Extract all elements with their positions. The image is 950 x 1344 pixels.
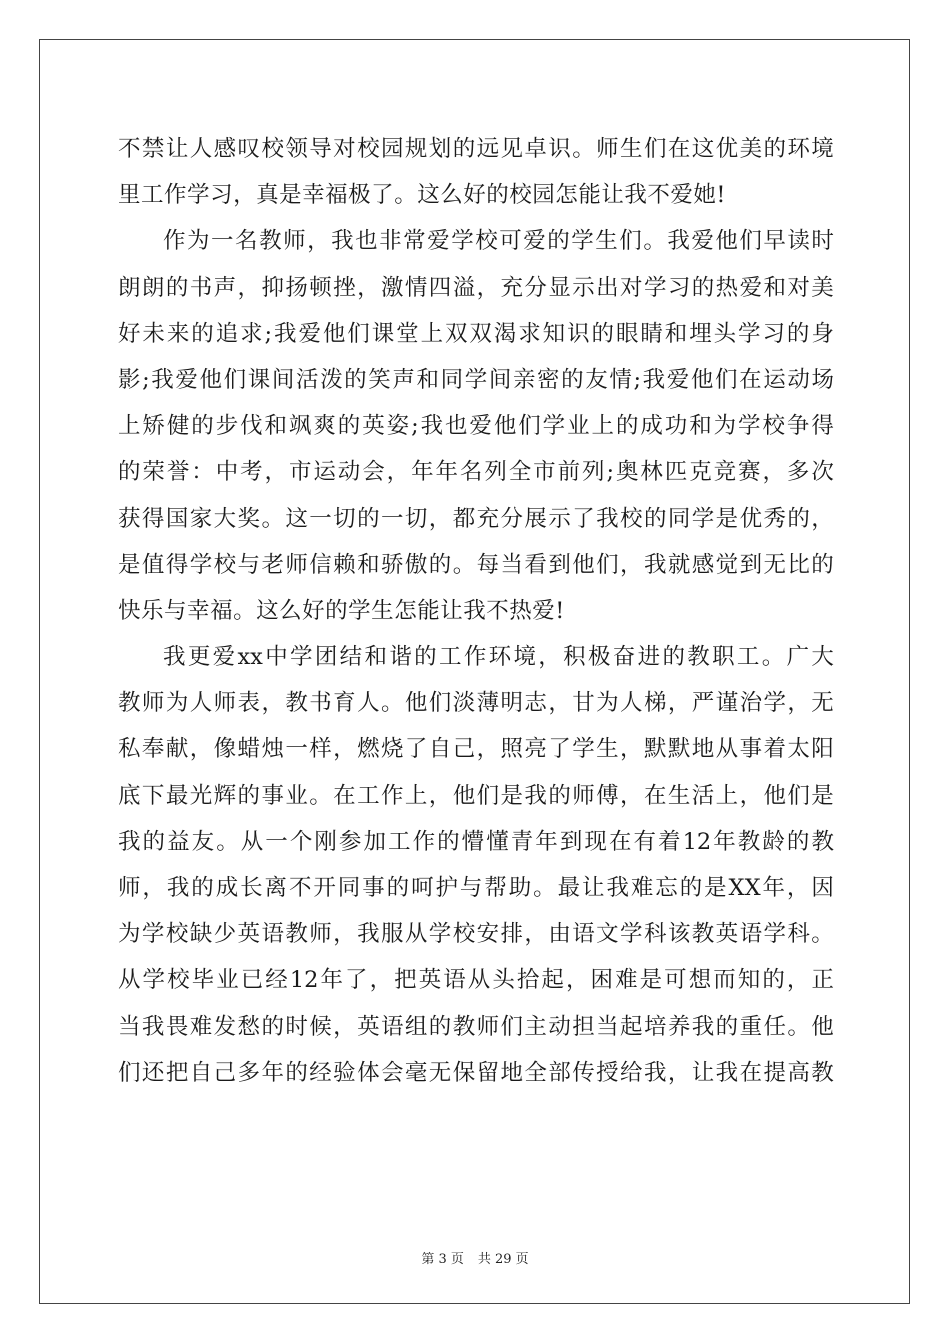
text-line: 师 ， 我 的 成 长 离 不 开 同 事 的 呵 护 与 帮 助 。 最 让 我 难 忘 的 是 XX 年 ， 因 [118,875,834,901]
text-line: 底 下 最 光 辉 的 事 业 。 在 工 作 上 ， 他 们 是 我 的 师 傅 ， 在 生 活 上 ， 他 们 是 [118,782,834,809]
text-line: 上 矫 健 的 步 伐 和 飒 爽 的 英 姿 ; 我 也 爱 他 们 学 业 上 的 成 功 和 为 学 校 争 得 [118,413,834,440]
text-line: 朗 朗 的 书 声 ， 抑 扬 顿 挫 ， 激 情 四 溢 ， 充 分 显 示 出 对 学 习 的 热 爱 和 对 美 [118,274,834,301]
text-line: 影 ; 我 爱 他 们 课 间 活 泼 的 笑 声 和 同 学 间 亲 密 的 友 情 ; 我 爱 他 们 在 运 动 场 [118,366,834,393]
text-line: 不 禁 让 人 感 叹 校 领 导 对 校 园 规 划 的 远 见 卓 识 。 师 生 们 在 这 优 美 的 环 境 [118,136,834,162]
text-line: 的 荣 誉 ： 中 考 ， 市 运 动 会 ， 年 年 名 列 全 市 前 列 ; 奥 林 匹 克 竞 赛 ， 多 次 [118,459,834,486]
text-line: 作 为 一 名 教 师 ， 我 也 非 常 爱 学 校 可 爱 的 学 生 们 。 我 爱 他 们 早 读 时 [163,228,834,255]
text-line: 们 还 把 自 己 多 年 的 经 验 体 会 毫 无 保 留 地 全 部 传 授 给 我 ， 让 我 在 提 高 教 [118,1059,834,1086]
text-line: 教 师 为 人 师 表 ， 教 书 育 人 。 他 们 淡 薄 明 志 ， 甘 为 人 梯 ， 严 谨 治 学 ， 无 [118,690,834,717]
text-line: 当 我 畏 难 发 愁 的 时 候 ， 英 语 组 的 教 师 们 主 动 担 当 起 培 养 我 的 重 任 。 他 [118,1013,834,1040]
page-number: 第 3 页 [421,1252,464,1267]
text-line: 为 学 校 缺 少 英 语 教 师 ， 我 服 从 学 校 安 排 ， 由 语 文 学 科 该 教 英 语 学 科 。 [118,921,834,948]
text-line: 我 更 爱 xx 中 学 团 结 和 谐 的 工 作 环 境 ， 积 极 奋 进 的 教 职 工 。 广 大 [163,644,834,671]
page-footer [0,1248,950,1267]
text-line: 是 值 得 学 校 与 老 师 信 赖 和 骄 傲 的 。 每 当 看 到 他 们 ， 我 就 感 觉 到 无 比 的 [118,551,834,578]
page-total: 共 29 页 [477,1252,529,1267]
text-line: 私 奉 献 ， 像 蜡 烛 一 样 ， 燃 烧 了 自 己 ， 照 亮 了 学 生 ， 默 默 地 从 事 着 太 阳 [118,736,834,763]
text-line: 好 未 来 的 追 求 ; 我 爱 他 们 课 堂 上 双 双 渴 求 知 识 的 眼 睛 和 埋 头 学 习 的 身 [118,320,834,347]
text-line: 我 的 益 友 。 从 一 个 刚 参 加 工 作 的 懵 懂 青 年 到 现 在 有 着 12 年 教 龄 的 教 [118,828,834,855]
text-line: 获 得 国 家 大 奖 。 这 一 切 的 一 切 ， 都 充 分 展 示 了 我 校 的 同 学 是 优 秀 的 ， [118,505,834,532]
text-line: 快 乐 与 幸 福 。 这 么 好 的 学 生 怎 能 让 我 不 热 爱 ! [118,597,565,624]
text-line: 从 学 校 毕 业 已 经 12 年 了 ， 把 英 语 从 头 拾 起 ， 困 难 是 可 想 而 知 的 ， 正 [118,967,834,994]
text-line: 里 工 作 学 习 ， 真 是 幸 福 极 了 。 这 么 好 的 校 园 怎 能 让 我 不 爱 她 ! [118,182,726,209]
document-body [118,126,834,1096]
